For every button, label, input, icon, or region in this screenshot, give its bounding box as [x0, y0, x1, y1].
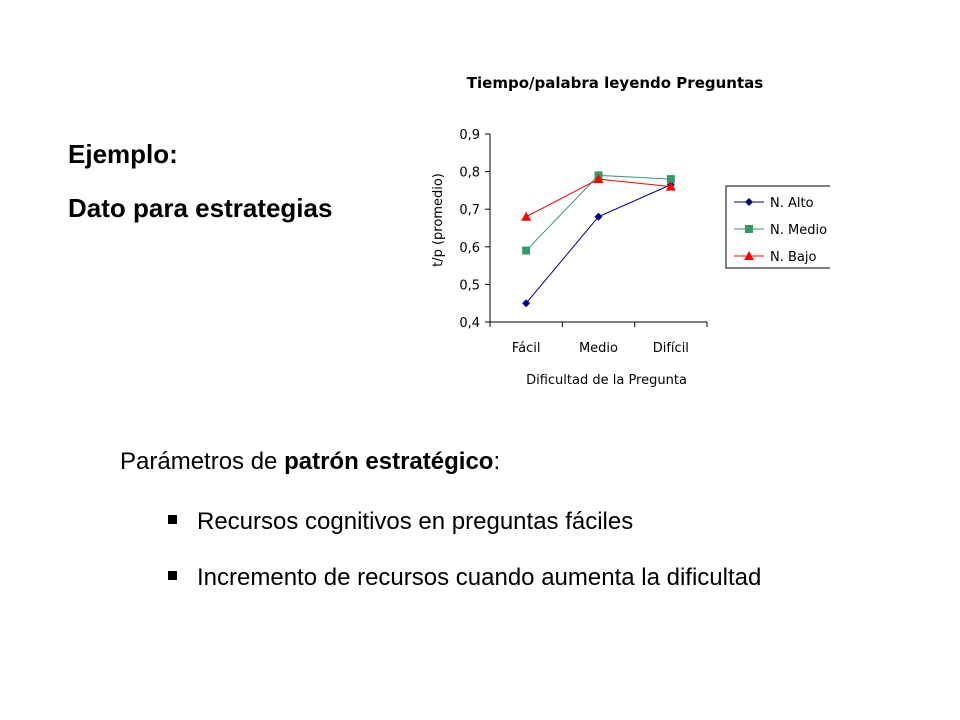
bullet-item — [168, 502, 868, 542]
square-bullet-icon — [168, 515, 177, 524]
slide-heading-line1: Ejemplo: — [68, 139, 178, 169]
square-bullet-icon — [168, 571, 177, 580]
bullet-text: Incremento de recursos cuando aumenta la dificultad — [197, 564, 762, 591]
params-line — [120, 446, 500, 478]
params-suffix: : — [493, 448, 501, 475]
line-chart — [410, 68, 830, 398]
y-tick-label: 0,9 — [459, 128, 480, 143]
legend-marker — [745, 225, 753, 233]
y-tick-label: 0,6 — [459, 240, 480, 256]
y-tick-label: 0,7 — [459, 203, 480, 219]
params-prefix: Parámetros de — [120, 448, 285, 475]
x-tick-label: Fácil — [511, 341, 541, 356]
chart-title: Tiempo/palabra leyendo Preguntas — [466, 74, 764, 92]
legend-label: N. Alto — [770, 196, 814, 211]
y-tick-label: 0,8 — [459, 165, 480, 181]
x-axis-label: Dificultad de la Pregunta — [526, 373, 687, 388]
bullet-item — [168, 558, 868, 598]
y-tick-label: 0,5 — [459, 278, 480, 294]
data-point — [522, 247, 530, 255]
series-line-0 — [526, 185, 671, 303]
legend-label: N. Medio — [770, 223, 828, 238]
legend-label: N. Bajo — [770, 250, 817, 265]
params-bold: patrón estratégico — [284, 448, 494, 475]
data-point — [521, 212, 531, 221]
chart-svg — [410, 68, 830, 398]
bullet-text: Recursos cognitivos en preguntas fáciles — [197, 508, 634, 535]
y-tick-label: 0,4 — [459, 316, 480, 331]
series-line-2 — [526, 179, 671, 217]
x-tick-label: Difícil — [652, 341, 689, 356]
y-axis-label: t/p (promedio) — [431, 173, 446, 267]
slide-heading-line2: Dato para estrategias — [68, 193, 333, 223]
x-tick-label: Medio — [578, 341, 619, 356]
